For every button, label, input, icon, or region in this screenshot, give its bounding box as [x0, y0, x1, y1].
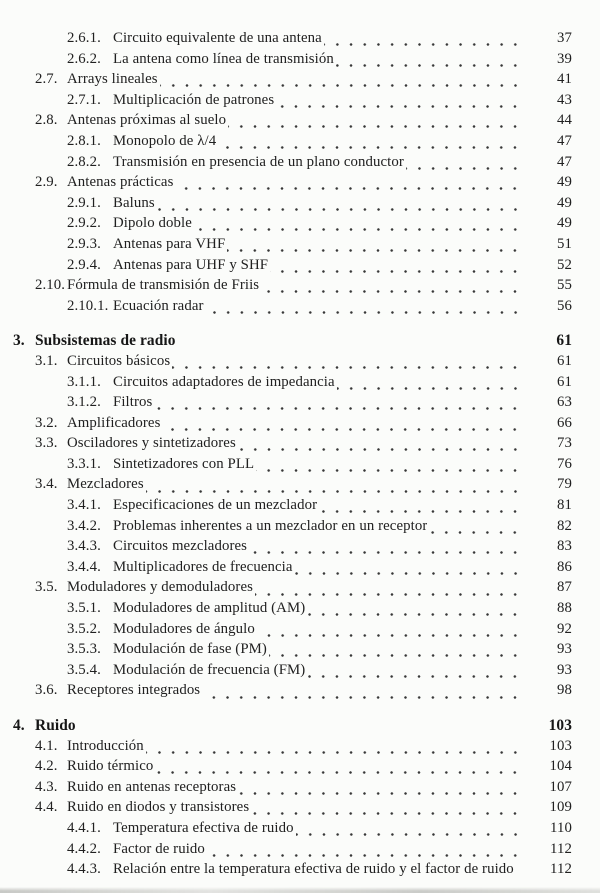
toc-entry	[0, 133, 572, 154]
toc-entry	[0, 717, 572, 738]
entry-title: Ruido en antenas receptoras	[67, 778, 237, 795]
entry-number: 3.4.	[35, 476, 58, 493]
entry-number: 4.	[13, 717, 25, 734]
toc-entry	[0, 538, 572, 559]
entry-page-number: 107	[549, 778, 572, 795]
entry-title: Arrays lineales	[67, 71, 158, 88]
dot-leader	[256, 456, 526, 477]
toc-entry	[0, 51, 572, 72]
dot-leader	[207, 841, 526, 862]
entry-page-number: 88	[557, 600, 572, 617]
entry-number: 4.2.	[35, 758, 58, 775]
toc-entry	[0, 415, 572, 436]
entry-number: 3.3.1.	[67, 455, 101, 472]
entry-title: La antena como línea de transmisión	[113, 50, 334, 67]
dot-leader	[146, 738, 526, 759]
dot-leader	[238, 779, 526, 800]
entry-title: Subsistemas de radio	[35, 332, 176, 350]
entry-page-number: 81	[557, 497, 572, 514]
dot-leader	[295, 559, 526, 580]
entry-page-number: 37	[557, 30, 572, 46]
dot-leader	[238, 435, 526, 456]
entry-title: Fórmula de transmisión de Friis	[67, 277, 260, 294]
toc-entry	[0, 154, 572, 175]
entry-page-number: 41	[557, 71, 572, 88]
entry-title: Circuitos básicos	[67, 352, 171, 369]
entry-number: 2.7.1.	[67, 91, 101, 108]
entry-page-number: 61	[557, 352, 572, 369]
entry-number: 2.9.	[35, 174, 58, 191]
entry-page-number: 66	[557, 414, 572, 431]
entry-page-number: 49	[557, 215, 572, 232]
entry-page-number: 103	[548, 717, 572, 734]
entry-number: 2.9.1.	[67, 194, 101, 211]
dot-leader	[157, 195, 526, 216]
entry-number: 2.10.1.	[67, 297, 109, 314]
entry-title: Antenas para VHF	[113, 235, 226, 252]
entry-title: Baluns	[113, 194, 155, 211]
entry-number: 3.4.4.	[67, 558, 101, 575]
entry-page-number: 103	[549, 737, 572, 754]
toc-entry	[0, 30, 572, 51]
entry-page-number: 93	[557, 661, 572, 678]
toc-entry	[0, 435, 572, 456]
entry-page-number: 104	[549, 758, 572, 775]
entry-title: Circuitos mezcladores	[113, 538, 247, 555]
toc-entry	[0, 277, 572, 298]
toc-entry	[0, 579, 572, 600]
entry-number: 4.4.	[35, 799, 58, 816]
entry-page-number: 98	[557, 682, 572, 699]
toc-entry	[0, 662, 572, 683]
dot-leader	[175, 174, 526, 195]
entry-number: 3.4.2.	[67, 517, 101, 534]
entry-page-number: 47	[557, 132, 572, 149]
entry-page-number: 82	[557, 517, 572, 534]
dot-leader	[296, 820, 526, 841]
entry-page-number: 44	[557, 112, 572, 129]
toc-entry	[0, 621, 572, 642]
toc-entry	[0, 456, 572, 477]
entry-title: Antenas prácticas	[67, 174, 174, 191]
entry-page-number: 39	[557, 50, 572, 67]
entry-title: Receptores integrados	[67, 682, 201, 699]
dot-leader	[269, 641, 526, 662]
toc-entry	[0, 476, 572, 497]
dot-leader	[162, 415, 526, 436]
entry-number: 4.3.	[35, 778, 58, 795]
entry-number: 3.	[13, 332, 25, 350]
entry-number: 4.4.1.	[67, 819, 101, 836]
toc-entry	[0, 820, 572, 841]
entry-number: 2.6.2.	[67, 50, 101, 67]
entry-page-number: 61	[556, 332, 572, 350]
dot-leader	[336, 51, 526, 72]
toc-entry	[0, 195, 572, 216]
entry-title: Factor de ruido	[113, 840, 205, 857]
entry-title: Modulación de fase (PM)	[113, 641, 267, 658]
entry-number: 2.9.2.	[67, 215, 101, 232]
entry-title: Ruido térmico	[67, 758, 154, 775]
dot-leader	[202, 682, 526, 703]
dot-leader	[324, 30, 526, 51]
entry-number: 3.2.	[35, 414, 58, 431]
entry-title: Moduladores y demoduladores	[67, 579, 253, 596]
entry-page-number: 49	[557, 194, 572, 211]
entry-title: Osciladores y sintetizadores	[67, 435, 236, 452]
entry-page-number: 52	[557, 256, 572, 273]
entry-number: 3.1.1.	[67, 373, 101, 390]
dot-leader	[276, 92, 526, 113]
toc-entry	[0, 236, 572, 257]
dot-leader	[406, 154, 526, 175]
entry-title: Amplificadores	[67, 414, 161, 431]
entry-number: 3.4.1.	[67, 497, 101, 514]
entry-page-number: 63	[557, 394, 572, 411]
entry-page-number: 49	[557, 174, 572, 191]
dot-leader	[270, 257, 526, 278]
entry-page-number: 87	[557, 579, 572, 596]
entry-title: Introducción	[67, 737, 144, 754]
toc-entry	[0, 799, 572, 820]
entry-title: Multiplicación de patrones	[113, 91, 275, 108]
entry-page-number: 43	[557, 91, 572, 108]
toc-entry	[0, 112, 572, 133]
entry-number: 2.9.3.	[67, 235, 101, 252]
dot-leader	[218, 133, 526, 154]
entry-number: 2.8.1.	[67, 132, 101, 149]
entry-title: Ruido	[35, 717, 76, 734]
entry-title: Filtros	[113, 394, 153, 411]
entry-page-number: 110	[550, 819, 572, 836]
entry-number: 2.8.	[35, 112, 58, 129]
entry-number: 2.8.2.	[67, 153, 101, 170]
entry-page-number: 73	[557, 435, 572, 452]
entry-page-number: 112	[550, 861, 572, 878]
scan-artifact-band	[0, 887, 600, 893]
dot-leader	[228, 112, 526, 133]
toc-list	[0, 30, 572, 882]
entry-number: 3.5.	[35, 579, 58, 596]
dot-leader	[227, 236, 526, 257]
toc-entry	[0, 682, 572, 703]
entry-title: Mezcladores	[67, 476, 144, 493]
entry-number: 2.7.	[35, 71, 58, 88]
entry-number: 4.4.2.	[67, 840, 101, 857]
entry-page-number: 93	[557, 641, 572, 658]
toc-entry	[0, 298, 572, 319]
entry-number: 4.4.3.	[67, 861, 101, 878]
toc-entry	[0, 518, 572, 539]
dot-leader	[154, 394, 526, 415]
entry-title: Ruido en diodos y transistores	[67, 799, 250, 816]
entry-title: Relación entre la temperatura efectiva de ruido y el factor de ruido	[113, 861, 514, 878]
dot-leader	[429, 518, 526, 539]
dot-leader	[255, 579, 526, 600]
entry-page-number: 83	[557, 538, 572, 555]
toc-entry	[0, 215, 572, 236]
dot-leader	[249, 538, 526, 559]
entry-title: Transmisión en presencia de un plano conductor	[113, 153, 404, 170]
toc-entry	[0, 779, 572, 800]
entry-number: 2.10.	[35, 277, 66, 294]
entry-title: Modulación de frecuencia (FM)	[113, 661, 306, 678]
dot-leader	[307, 662, 526, 683]
dot-leader	[194, 215, 526, 236]
dot-leader	[160, 71, 526, 92]
entry-number: 2.9.4.	[67, 256, 101, 273]
toc-entry	[0, 374, 572, 395]
entry-page-number: 76	[557, 455, 572, 472]
entry-number: 4.1.	[35, 737, 58, 754]
entry-number: 3.6.	[35, 682, 58, 699]
entry-page-number: 56	[557, 297, 572, 314]
entry-title: Antenas para UHF y SHF	[113, 256, 269, 273]
dot-leader	[172, 353, 526, 374]
toc-entry	[0, 559, 572, 580]
dot-leader	[337, 374, 526, 395]
dot-leader	[319, 497, 526, 518]
entry-number: 3.1.2.	[67, 394, 101, 411]
toc-entry	[0, 71, 572, 92]
entry-number: 2.6.1.	[67, 30, 101, 46]
dot-leader	[257, 621, 526, 642]
dot-leader	[78, 717, 526, 738]
entry-number: 3.5.1.	[67, 600, 101, 617]
entry-page-number: 51	[557, 235, 572, 252]
dot-leader	[261, 277, 526, 298]
toc-entry	[0, 600, 572, 621]
entry-page-number: 86	[557, 558, 572, 575]
entry-page-number: 47	[557, 153, 572, 170]
entry-title: Monopolo de λ/4	[113, 132, 217, 149]
entry-number: 3.1.	[35, 352, 58, 369]
dot-leader	[155, 758, 526, 779]
toc-entry	[0, 497, 572, 518]
dot-leader	[178, 332, 526, 353]
entry-page-number: 109	[549, 799, 572, 816]
toc-entry	[0, 353, 572, 374]
entry-page-number: 55	[557, 277, 572, 294]
entry-number: 3.5.3.	[67, 641, 101, 658]
toc-entry	[0, 92, 572, 113]
entry-title: Moduladores de ángulo	[113, 620, 255, 637]
dot-leader	[251, 799, 526, 820]
entry-title: Ecuación radar	[113, 297, 204, 314]
entry-title: Sintetizadores con PLL	[113, 455, 255, 472]
toc-entry	[0, 332, 572, 353]
dot-leader	[206, 298, 526, 319]
entry-title: Antenas próximas al suelo	[67, 112, 227, 129]
toc-entry	[0, 641, 572, 662]
toc-entry	[0, 174, 572, 195]
toc-entry	[0, 738, 572, 759]
dot-leader	[516, 861, 526, 882]
entry-title: Problemas inherentes a un mezclador en un receptor	[113, 517, 428, 534]
dot-leader	[307, 600, 526, 621]
entry-title: Multiplicadores de frecuencia	[113, 558, 293, 575]
dot-leader	[146, 476, 526, 497]
entry-page-number: 79	[557, 476, 572, 493]
toc-entry	[0, 861, 572, 882]
toc-entry	[0, 257, 572, 278]
entry-number: 3.3.	[35, 435, 58, 452]
entry-title: Circuitos adaptadores de impedancia	[113, 373, 335, 390]
entry-title: Temperatura efectiva de ruido	[113, 819, 294, 836]
toc-entry	[0, 841, 572, 862]
entry-title: Especificaciones de un mezclador	[113, 497, 318, 514]
entry-number: 3.4.3.	[67, 538, 101, 555]
entry-page-number: 92	[557, 620, 572, 637]
entry-page-number: 112	[550, 840, 572, 857]
entry-title: Moduladores de amplitud (AM)	[113, 600, 306, 617]
toc-entry	[0, 758, 572, 779]
entry-number: 3.5.2.	[67, 620, 101, 637]
toc-entry	[0, 394, 572, 415]
entry-title: Dipolo doble	[113, 215, 192, 232]
entry-page-number: 61	[557, 373, 572, 390]
entry-number: 3.5.4.	[67, 661, 101, 678]
entry-title: Circuito equivalente de una antena	[113, 30, 322, 46]
